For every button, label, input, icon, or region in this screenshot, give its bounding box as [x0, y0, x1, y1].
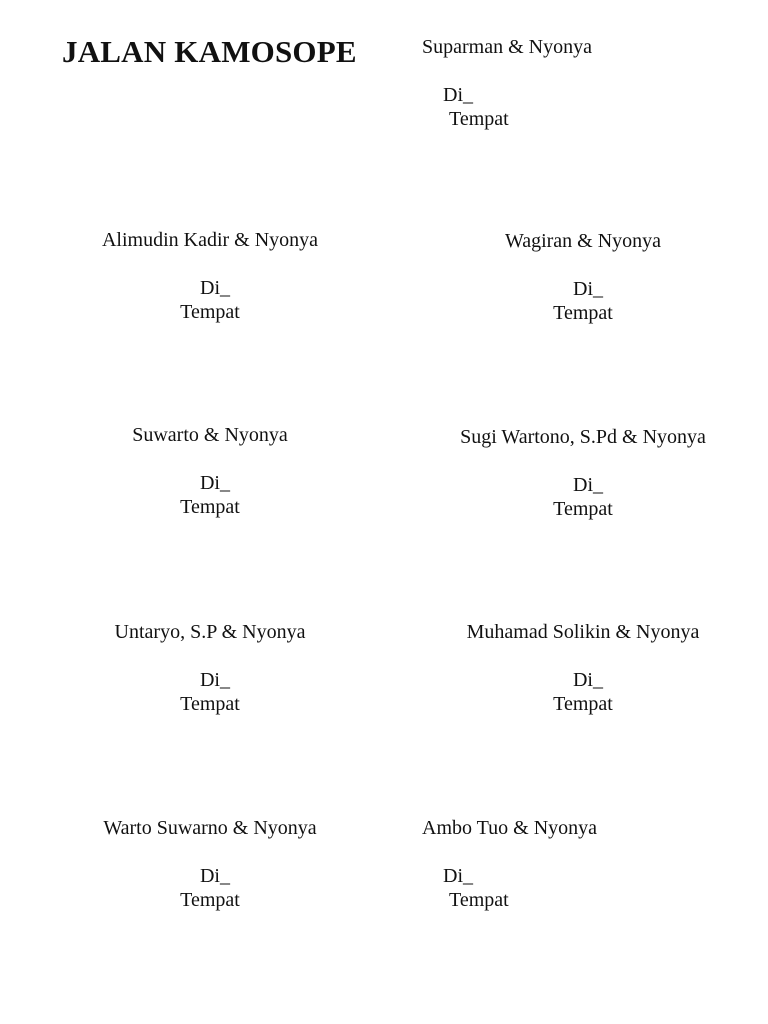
recipient-name: Untaryo, S.P & Nyonya: [114, 621, 306, 643]
recipient-block: [132, 423, 288, 519]
recipient-tempat: Tempat: [553, 498, 613, 520]
recipient-di: Di_: [199, 669, 230, 691]
recipient-di: Di_: [199, 472, 230, 494]
recipient-block: [460, 425, 706, 521]
recipient-block: [422, 816, 597, 912]
recipient-tempat: Tempat: [553, 302, 613, 324]
recipient-di: Di_: [200, 277, 230, 299]
recipient-name: Suparman & Nyonya: [422, 36, 592, 58]
recipient-di: Di_: [443, 84, 473, 106]
recipient-block: [115, 620, 306, 716]
recipient-block: [467, 620, 700, 716]
recipient-name: Wagiran & Nyonya: [504, 230, 662, 252]
recipient-tempat: Tempat: [180, 301, 240, 323]
recipient-di: Di_: [199, 865, 230, 887]
recipient-block: [103, 816, 316, 912]
recipient-di: Di_: [573, 278, 603, 300]
recipient-name: Alimudin Kadir & Nyonya: [101, 229, 319, 251]
recipient-tempat: Tempat: [449, 889, 509, 911]
page-title: JALAN KAMOSOPE: [62, 34, 357, 69]
recipient-name: Ambo Tuo & Nyonya: [422, 817, 598, 839]
recipient-di: Di_: [573, 474, 603, 496]
recipient-name: Sugi Wartono, S.Pd & Nyonya: [460, 426, 706, 448]
recipient-tempat: Tempat: [553, 693, 613, 715]
recipient-tempat: Tempat: [180, 889, 240, 911]
recipient-tempat: Tempat: [180, 693, 240, 715]
recipient-block: [102, 228, 318, 324]
recipient-name: Muhamad Solikin & Nyonya: [466, 621, 700, 643]
recipient-name: Suwarto & Nyonya: [132, 424, 288, 446]
recipient-di: Di_: [572, 669, 603, 691]
recipient-name: Warto Suwarno & Nyonya: [103, 817, 317, 839]
recipient-tempat: Tempat: [180, 496, 240, 518]
recipient-di: Di_: [443, 865, 473, 887]
recipient-block: [422, 35, 592, 131]
recipient-tempat: Tempat: [449, 108, 509, 130]
recipient-block: [505, 229, 661, 325]
